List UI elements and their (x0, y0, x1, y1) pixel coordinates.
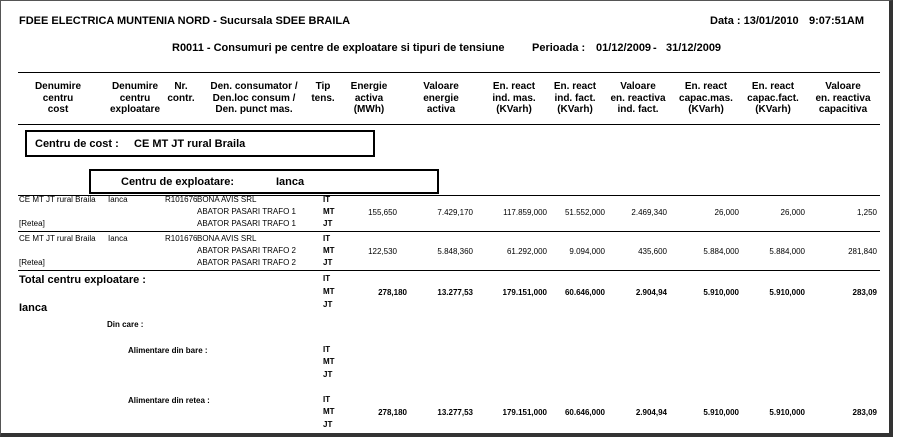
record-react-ind-mas: 117.859,000 (503, 208, 547, 217)
record-punct-masura: ABATOR PASARI TRAFO 1 (197, 219, 296, 228)
total-react-capac-mas: 5.910,000 (703, 288, 739, 297)
record-nr-contract: R101676 (165, 234, 198, 243)
period-label: Perioada : (532, 42, 586, 54)
total-energie-activa: 278,180 (378, 288, 407, 297)
bare-tip-mt: MT (323, 357, 335, 366)
record-tip-it: IT (323, 195, 331, 204)
company-name: FDEE ELECTRICA MUNTENIA NORD - Sucursala SDEE BRAILA (19, 15, 351, 27)
total-valoare-capacitiva: 283,09 (852, 288, 877, 297)
retea-valoare-energie: 13.277,53 (437, 408, 473, 417)
col-header-tip-tens: Tip tens. (311, 81, 335, 104)
report-time: 9:07:51AM (809, 15, 865, 27)
col-header-valoare-capacitiva: Valoare en. reactiva capacitiva (815, 81, 871, 115)
exploit-center-value: Ianca (276, 176, 305, 188)
header-top-rule (18, 72, 880, 73)
exploit-center-box (89, 169, 439, 194)
total-valoare-energie: 13.277,53 (437, 288, 473, 297)
record-tip-mt: MT (323, 207, 335, 216)
record-energie-activa: 122,530 (368, 247, 397, 256)
col-header-centru-exploatare: Denumire centru exploatare (109, 81, 161, 115)
record-react-capac-mas: 26,000 (714, 208, 739, 217)
record-loc-consum: ABATOR PASARI TRAFO 2 (197, 246, 296, 255)
col-header-react-ind-mas: En. react ind. mas. (KVarh) (492, 81, 536, 115)
total-react-capac-fact: 5.910,000 (769, 288, 805, 297)
report-title: R0011 - Consumuri pe centre de exploatare si tipuri de tensiune (172, 42, 505, 54)
record-react-capac-mas: 5.884,000 (703, 247, 739, 256)
record-centru-exploatare: Ianca (108, 234, 128, 243)
record-tip-jt: JT (323, 219, 333, 228)
record-consumer: BONA AVIS SRL (197, 234, 257, 243)
record-divider (18, 195, 880, 196)
period-to: 31/12/2009 (666, 42, 722, 54)
record-tip-jt: JT (323, 258, 333, 267)
period-from: 01/12/2009 (596, 42, 652, 54)
col-header-valoare-energie: Valoare energie activa (423, 81, 459, 115)
retea-label: Alimentare din retea : (128, 396, 210, 405)
total-react-ind-fact: 60.646,000 (564, 288, 605, 297)
total-tip-jt: JT (323, 300, 333, 309)
footer-rule (18, 433, 880, 434)
bare-tip-it: IT (323, 345, 331, 354)
col-header-energie-activa: Energie activa (MWh) (350, 81, 388, 115)
col-header-consumator: Den. consumator / Den.loc consum / Den. punct mas. (210, 81, 298, 115)
report-date: Data : 13/01/2010 (710, 15, 799, 27)
total-tip-mt: MT (323, 287, 335, 296)
record-centru-cost: CE MT JT rural Braila (19, 195, 96, 204)
cost-center-label: Centru de cost : (35, 138, 119, 150)
retea-valoare-capacitiva: 283,09 (852, 408, 877, 417)
col-header-centru-cost: Denumire centru cost (34, 81, 82, 115)
record-react-ind-fact: 9.094,000 (569, 247, 605, 256)
record-valoare-energie: 7.429,170 (437, 208, 473, 217)
retea-react-ind-fact: 60.646,000 (564, 408, 605, 417)
record-nr-contract: R101676 (165, 195, 198, 204)
total-tip-it: IT (323, 274, 331, 283)
col-header-nr-contr: Nr. contr. (167, 81, 195, 104)
record-divider (18, 231, 880, 232)
record-valoare-react-ind: 2.469,340 (631, 208, 667, 217)
record-loc-consum: ABATOR PASARI TRAFO 1 (197, 207, 296, 216)
record-react-capac-fact: 26,000 (780, 208, 805, 217)
col-header-react-ind-fact: En. react ind. fact. (KVarh) (553, 81, 597, 115)
record-react-capac-fact: 5.884,000 (769, 247, 805, 256)
record-retea: [Retea] (19, 219, 45, 228)
retea-react-ind-mas: 179.151,000 (502, 408, 547, 417)
record-retea: [Retea] (19, 258, 45, 267)
cost-center-box (25, 130, 375, 157)
total-react-ind-mas: 179.151,000 (502, 288, 547, 297)
record-centru-exploatare: Ianca (108, 195, 128, 204)
total-rule (18, 270, 880, 271)
record-tip-it: IT (323, 234, 331, 243)
din-care-label: Din care : (107, 320, 144, 329)
retea-react-capac-mas: 5.910,000 (703, 408, 739, 417)
retea-valoare-react-ind: 2.904,94 (635, 408, 667, 417)
total-center-name: Ianca (19, 302, 48, 314)
total-valoare-react-ind: 2.904,94 (635, 288, 667, 297)
record-valoare-react-ind: 435,600 (638, 247, 667, 256)
record-valoare-energie: 5.848,360 (437, 247, 473, 256)
col-header-valoare-react-ind: Valoare en. reactiva ind. fact. (610, 81, 666, 115)
col-header-react-capac-mas: En. react capac.mas. (KVarh) (679, 81, 733, 115)
cost-center-value: CE MT JT rural Braila (134, 138, 246, 150)
bare-label: Alimentare din bare : (128, 346, 208, 355)
retea-tip-mt: MT (323, 407, 335, 416)
record-energie-activa: 155,650 (368, 208, 397, 217)
retea-tip-jt: JT (323, 420, 333, 429)
record-consumer: BONA AVIS SRL (197, 195, 257, 204)
record-valoare-capacitiva: 281,840 (848, 247, 877, 256)
record-punct-masura: ABATOR PASARI TRAFO 2 (197, 258, 296, 267)
retea-react-capac-fact: 5.910,000 (769, 408, 805, 417)
exploit-center-label: Centru de exploatare: (121, 176, 235, 188)
record-centru-cost: CE MT JT rural Braila (19, 234, 96, 243)
record-valoare-capacitiva: 1,250 (856, 208, 877, 217)
col-header-react-capac-fact: En. react capac.fact. (KVarh) (747, 81, 799, 115)
record-tip-mt: MT (323, 246, 335, 255)
header-bottom-rule (18, 124, 880, 125)
retea-energie-activa: 278,180 (378, 408, 407, 417)
total-label: Total centru exploatare : (19, 274, 146, 286)
record-react-ind-mas: 61.292,000 (506, 247, 547, 256)
period-dash: - (653, 42, 657, 54)
retea-tip-it: IT (323, 395, 331, 404)
record-react-ind-fact: 51.552,000 (564, 208, 605, 217)
bare-tip-jt: JT (323, 370, 333, 379)
